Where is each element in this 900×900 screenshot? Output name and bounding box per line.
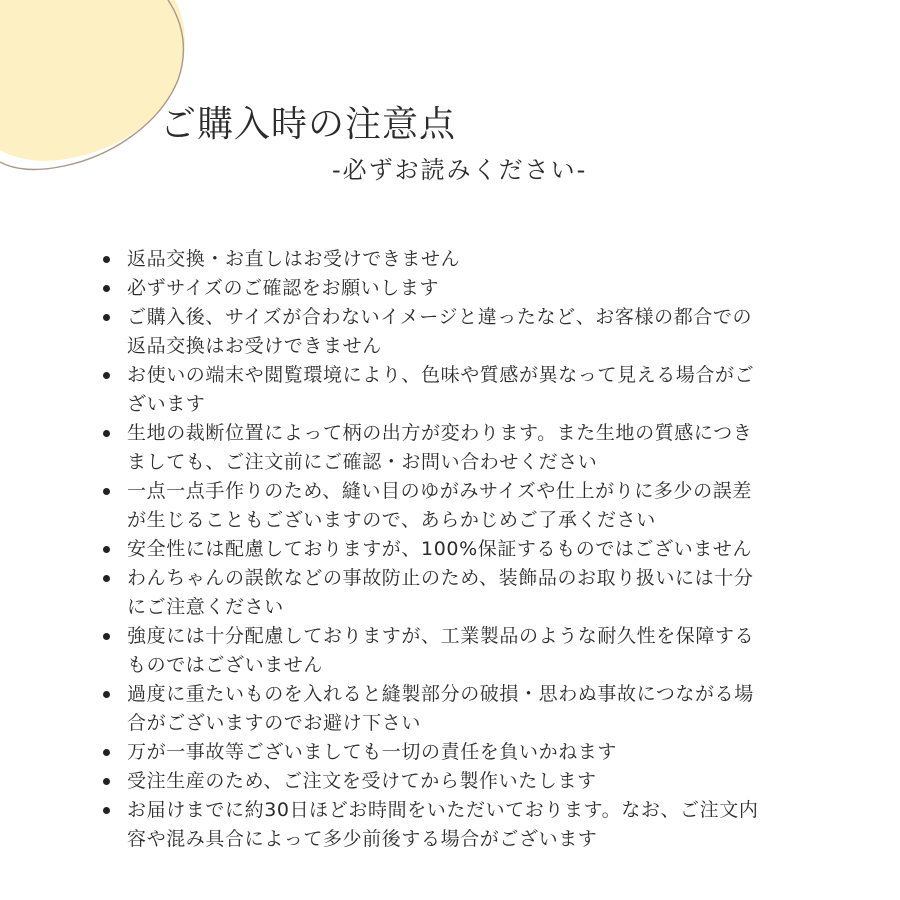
bullet-icon — [103, 314, 110, 321]
note-line: 返品交換・お直しはお受けできません — [127, 248, 461, 270]
bullet-icon — [103, 256, 110, 263]
bullet-icon — [103, 430, 110, 437]
bullet-icon — [103, 575, 110, 582]
note-item — [100, 274, 840, 303]
note-item — [100, 477, 840, 535]
note-item — [100, 680, 840, 738]
bullet-icon — [103, 285, 110, 292]
note-item — [100, 361, 840, 419]
note-line: 容や混み具合によって多少前後する場合がございます — [127, 828, 598, 850]
note-item — [100, 767, 840, 796]
note-line: 返品交換はお受けできません — [127, 335, 382, 357]
note-line: ものではございません — [127, 654, 324, 676]
note-line: 受注生産のため、ご注文を受けてから製作いたします — [127, 770, 597, 792]
note-item — [100, 564, 840, 622]
note-line: 強度には十分配慮しておりますが、工業製品のような耐久性を保障する — [127, 625, 755, 647]
note-line: 過度に重たいものを入れると縫製部分の破損・思わぬ事故につながる場 — [127, 683, 754, 705]
note-line: お届けまでに約30日ほどお時間をいただいております。なお、ご注文内 — [127, 799, 759, 821]
bullet-icon — [103, 749, 110, 756]
bullet-icon — [103, 778, 110, 785]
note-item — [100, 738, 840, 767]
note-item — [100, 303, 840, 361]
note-line: 必ずサイズのご確認をお願いします — [127, 277, 440, 299]
note-line: お使いの端末や閲覧環境により、色味や質感が異なって見える場合がご — [127, 364, 755, 386]
note-line: 生地の裁断位置によって柄の出方が変わります。また生地の質感につき — [127, 422, 753, 444]
note-item — [100, 796, 840, 854]
note-line: 合がございますのでお避け下さい — [127, 712, 422, 734]
note-line: にご注意ください — [127, 596, 284, 618]
note-line: が生じることもございますので、あらかじめご了承ください — [127, 509, 656, 531]
bullet-icon — [103, 488, 110, 495]
notes-list — [100, 245, 840, 854]
note-item — [100, 622, 840, 680]
note-item — [100, 419, 840, 477]
bullet-icon — [103, 546, 110, 553]
bullet-icon — [103, 372, 110, 379]
note-line: ざいます — [127, 393, 206, 415]
note-item — [100, 535, 840, 564]
note-item — [100, 245, 840, 274]
page-subtitle: -必ずお読みください- — [332, 156, 588, 184]
bullet-icon — [103, 807, 110, 814]
page-title: ご購入時の注意点 — [160, 104, 457, 145]
note-line: 万が一事故等ございましても一切の責任を負いかねます — [127, 741, 618, 763]
note-line: ご購入後、サイズが合わないイメージと違ったなど、お客様の都合での — [127, 306, 753, 328]
note-line: わんちゃんの誤飲などの事故防止のため、装飾品のお取り扱いには十分 — [127, 567, 754, 589]
note-line: 安全性には配慮しておりますが、100%保証するものではございません — [127, 538, 753, 560]
bullet-icon — [103, 691, 110, 698]
blob-fill-shape — [0, 0, 185, 161]
note-line: 一点一点手作りのため、縫い目のゆがみサイズや仕上がりに多少の誤差 — [127, 480, 752, 502]
note-line: ましても、ご注文前にご確認・お問い合わせください — [127, 451, 598, 473]
bullet-icon — [103, 633, 110, 640]
